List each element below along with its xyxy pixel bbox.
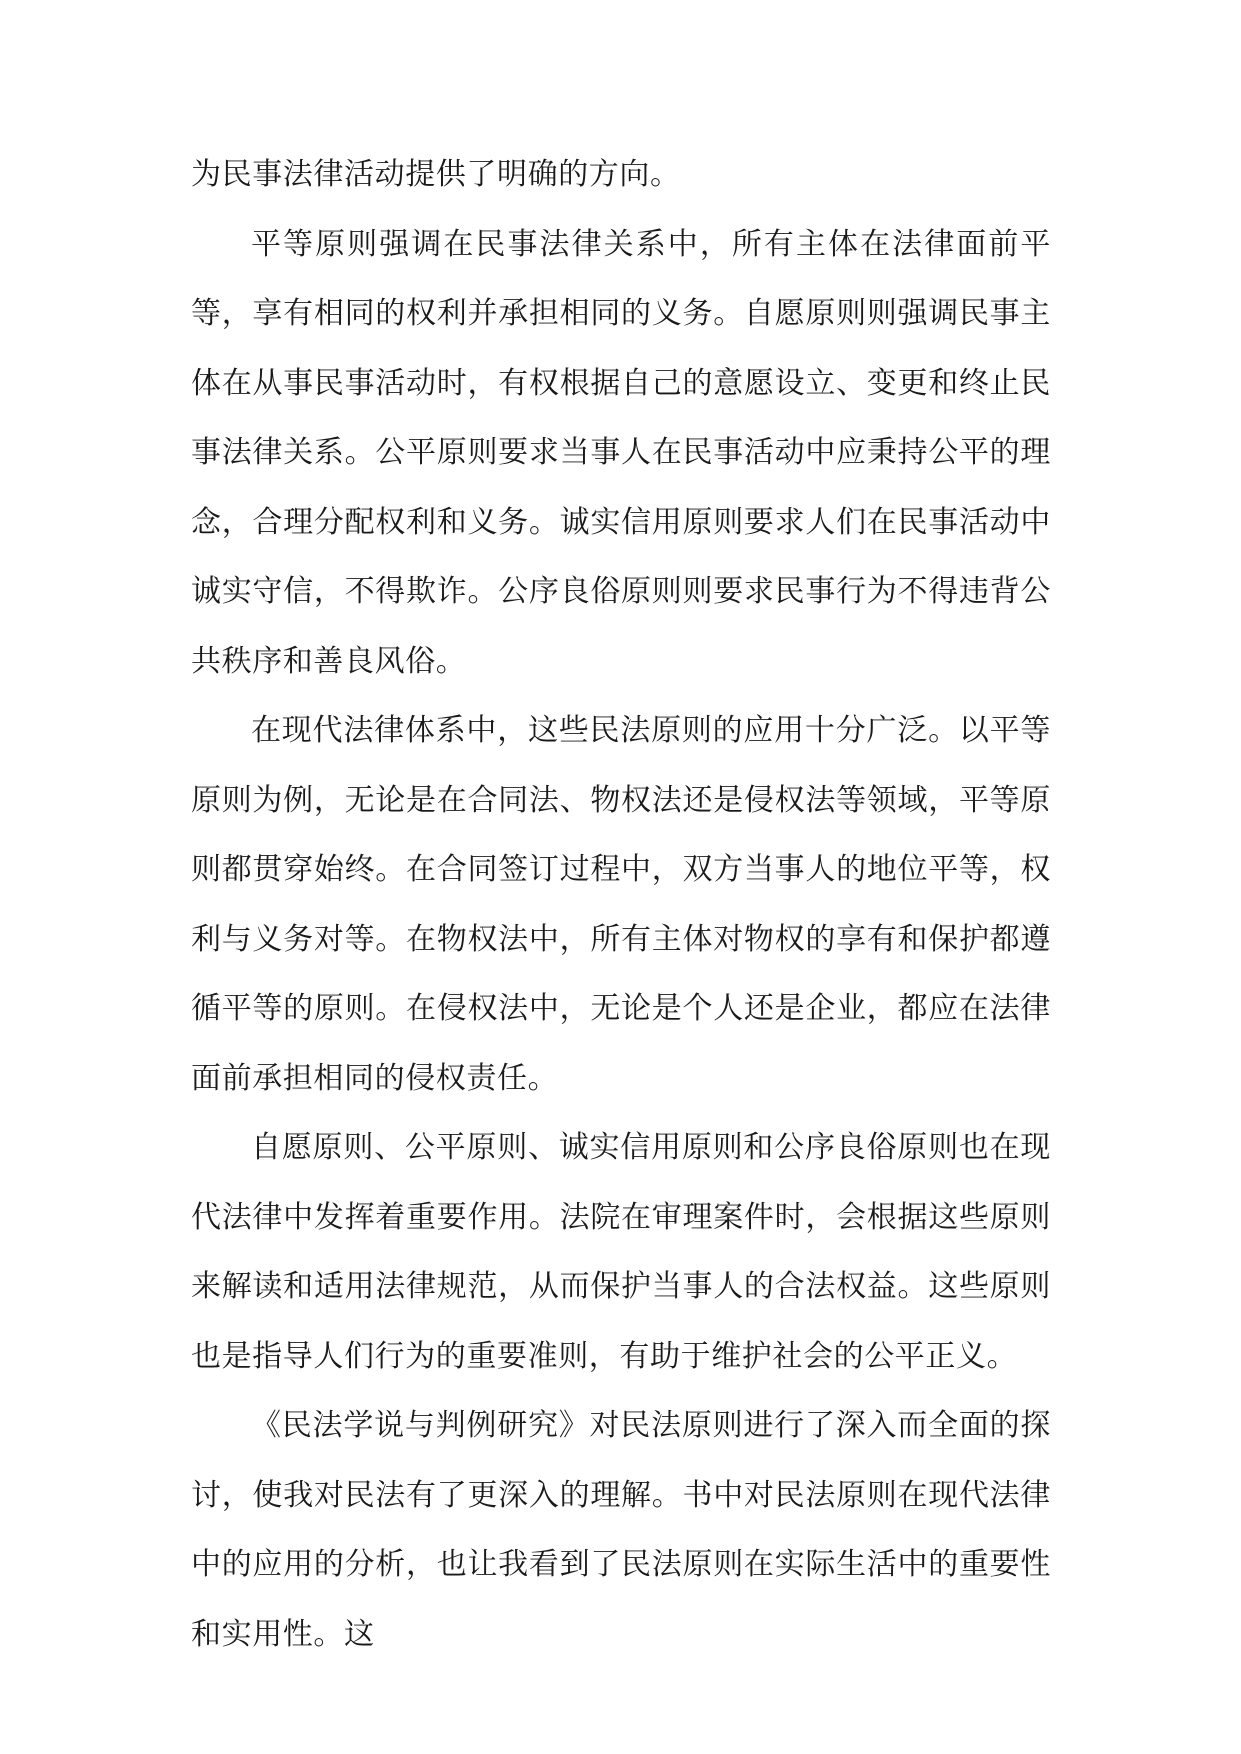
paragraph-continuation: 为民事法律活动提供了明确的方向。	[191, 157, 681, 192]
paragraph-other-principles: 自愿原则、公平原则、诚实信用原则和公序良俗原则也在现代法律中发挥着重要作用。法院在审理案件时，会根据这些原则来解读和适用法律规范，从而保护当事人的合法权益。这些原则也是指导人们行为的重要准则，有助于维护社会的公平正义。	[191, 1130, 1051, 1374]
document-body	[191, 140, 1051, 1669]
paragraph-principles-overview: 平等原则强调在民事法律关系中，所有主体在法律面前平等，享有相同的权利并承担相同的义务。自愿原则则强调民事主体在从事民事活动时，有权根据自己的意愿设立、变更和终止民事法律关系。公平原则要求当事人在民事活动中应秉持公平的理念，合理分配权利和义务。诚实信用原则要求人们在民事活动中诚实守信，不得欺诈。公序良俗原则则要求民事行为不得违背公共秩序和善良风俗。	[191, 226, 1051, 679]
paragraph-book-reflection: 《民法学说与判例研究》对民法原则进行了深入而全面的探讨，使我对民法有了更深入的理解。书中对民法原则在现代法律中的应用的分析，也让我看到了民法原则在实际生活中的重要性和实用性。这	[191, 1408, 1051, 1652]
paragraph-equality-application: 在现代法律体系中，这些民法原则的应用十分广泛。以平等原则为例，无论是在合同法、物权法还是侵权法等领域，平等原则都贯穿始终。在合同签订过程中，双方当事人的地位平等，权利与义务对等。在物权法中，所有主体对物权的享有和保护都遵循平等的原则。在侵权法中，无论是个人还是企业，都应在法律面前承担相同的侵权责任。	[191, 713, 1051, 1096]
